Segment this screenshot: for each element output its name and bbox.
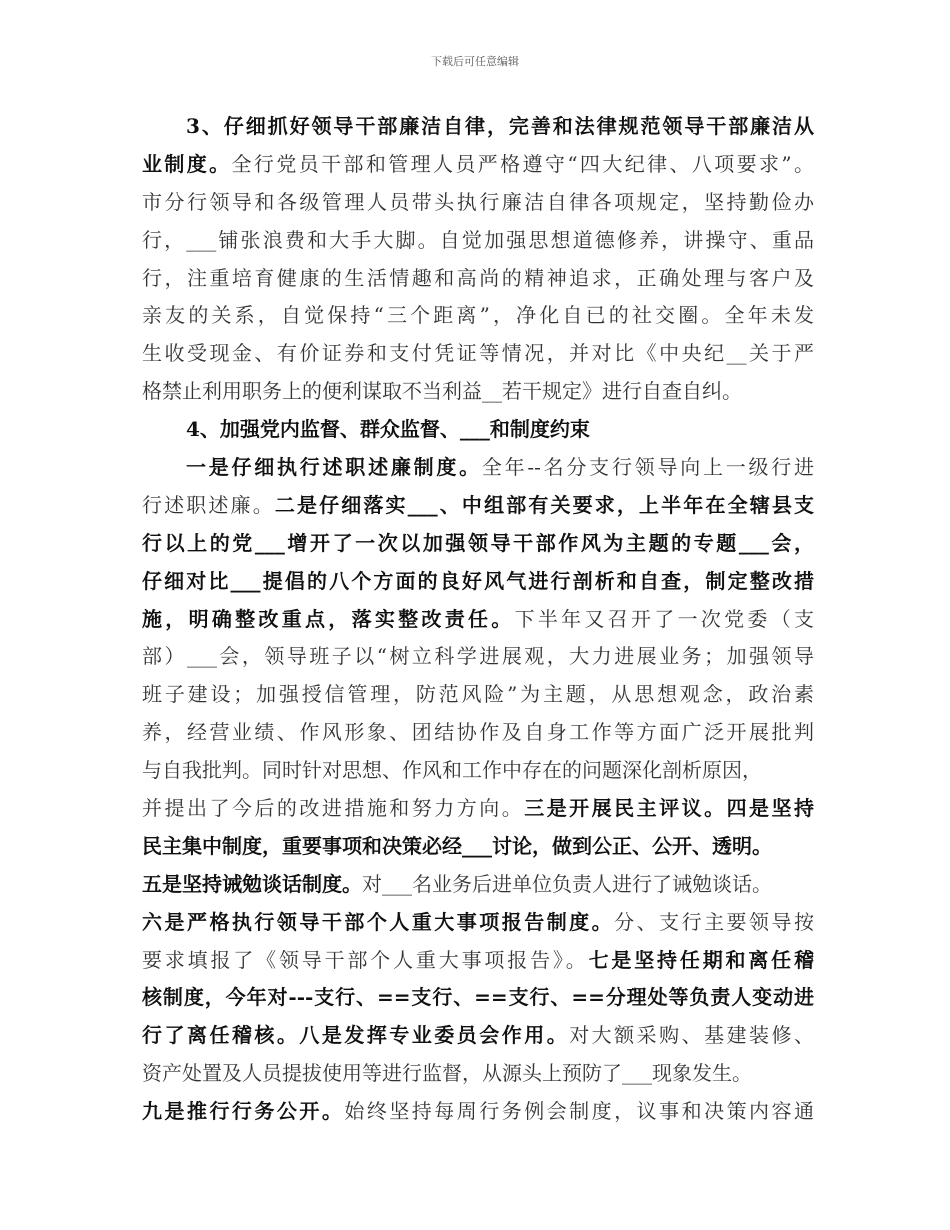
text-run: 全行党员干部和管理人员严格遵守“四大纪律、八项要求”。	[231, 151, 815, 176]
text-line	[142, 108, 814, 146]
text-run: 始终坚持每周行务例会制度，议事和决策内容通	[344, 1099, 815, 1124]
bold-text-run: 二是仔细落实___、中组部有关要求，上半年在全辖县支	[274, 492, 815, 517]
text-run: 行述职述廉。	[142, 492, 275, 517]
bold-text-run: 施，明确整改重点，落实整改责任。	[142, 606, 515, 631]
bold-text-run: 一是仔细执行述职述廉制度。	[186, 455, 482, 480]
bold-text-run: 七是坚持任期和离任稽	[588, 947, 815, 972]
document-body	[142, 108, 814, 1131]
text-run: 行，___铺张浪费和大手大脚。自觉加强思想道德修养，讲操守、重品	[142, 227, 814, 252]
page-header: 下载后可任意编辑	[431, 55, 519, 68]
bold-text-run: 核制度，今年对---支行、==支行、==支行、==分理处等负责人变动进	[142, 985, 814, 1010]
text-line	[142, 828, 814, 866]
text-line	[142, 146, 814, 184]
text-line	[142, 297, 814, 335]
text-run: 亲友的关系，自觉保持“三个距离”，净化自已的社交圈。全年未发	[142, 303, 814, 328]
text-line	[142, 866, 814, 904]
text-run: 格禁止利用职务上的便利谋取不当利益__若干规定》进行自查自纠。	[142, 379, 742, 404]
text-line	[142, 790, 814, 828]
bold-text-run: 仔细对比___提倡的八个方面的良好风气进行剖析和自查，制定整改措	[142, 568, 814, 593]
text-line	[142, 525, 814, 563]
text-line	[142, 449, 814, 487]
text-line	[142, 487, 814, 525]
text-line	[142, 260, 814, 298]
text-run: 与自我批判。同时针对思想、作风和工作中存在的问题深化剖析原因，	[142, 758, 762, 783]
bold-text-run: 行以上的党___增开了一次以加强领导干部作风为主题的专题___会，	[142, 530, 814, 555]
text-run: 对大额采购、基建装修、	[569, 1023, 815, 1048]
text-line	[142, 1017, 814, 1055]
text-run: 生收受现金、有价证券和支付凭证等情况，并对比《中央纪__关于严	[142, 341, 814, 366]
bold-text-run: 3、仔细抓好领导干部廉洁自律，完善和法律规范领导干部廉洁从	[186, 114, 814, 138]
text-line	[142, 752, 814, 790]
bold-text-run: 九是推行行务公开。	[142, 1099, 345, 1124]
text-line	[142, 979, 814, 1017]
text-line	[142, 1093, 814, 1131]
text-run: 分、支行主要领导按	[614, 909, 815, 934]
text-line	[142, 184, 814, 222]
bold-text-run: 三是开展民主评议。四是坚持	[524, 796, 815, 821]
text-line	[142, 1055, 814, 1093]
text-line	[142, 904, 814, 942]
text-line	[142, 563, 814, 601]
bold-text-run: 五是坚持诫勉谈话制度。	[142, 871, 362, 896]
text-run: 市分行领导和各级管理人员带头执行廉洁自律各项规定，坚持勤俭办	[142, 189, 814, 214]
text-line	[142, 411, 814, 449]
bold-text-run: 民主集中制度，重要事项和决策必经___讨论，做到公正、公开、透明。	[142, 833, 772, 858]
text-line	[142, 714, 814, 752]
text-line	[142, 335, 814, 373]
text-run: 部）___会，领导班子以“树立科学进展观，大力进展业务；加强领导	[142, 644, 814, 669]
text-run: 对___名业务后进单位负责人进行了诫勉谈话。	[362, 871, 772, 896]
text-line	[142, 222, 814, 260]
text-run: 行，注重培育健康的生活情趣和高尚的精神追求，正确处理与客户及	[142, 265, 814, 290]
text-run: 全年--名分支行领导向上一级行进	[481, 455, 815, 480]
text-line	[142, 942, 814, 980]
text-line	[142, 676, 814, 714]
bold-text-run: 4、加强党内监督、群众监督、___和制度约束	[186, 417, 590, 442]
text-run: 要求填报了《领导干部个人重大事项报告》。	[142, 947, 589, 972]
text-line	[142, 638, 814, 676]
text-run: 下半年又召开了一次党委（支	[514, 606, 815, 631]
bold-text-run: 业制度。	[142, 151, 232, 176]
text-line	[142, 601, 814, 639]
bold-text-run: 行了离任稽核。八是发挥专业委员会作用。	[142, 1023, 570, 1048]
text-run: 班子建设；加强授信管理，防范风险”为主题，从思想观念，政治素	[142, 682, 814, 707]
text-run: 养，经营业绩、作风形象、团结协作及自身工作等方面广泛开展批判	[142, 720, 814, 745]
text-line	[142, 373, 814, 411]
text-run: 并提出了今后的改进措施和努力方向。	[142, 796, 525, 821]
bold-text-run: 六是严格执行领导干部个人重大事项报告制度。	[142, 909, 615, 934]
text-run: 资产处置及人员提拔使用等进行监督，从源头上预防了___现象发生。	[142, 1061, 752, 1086]
